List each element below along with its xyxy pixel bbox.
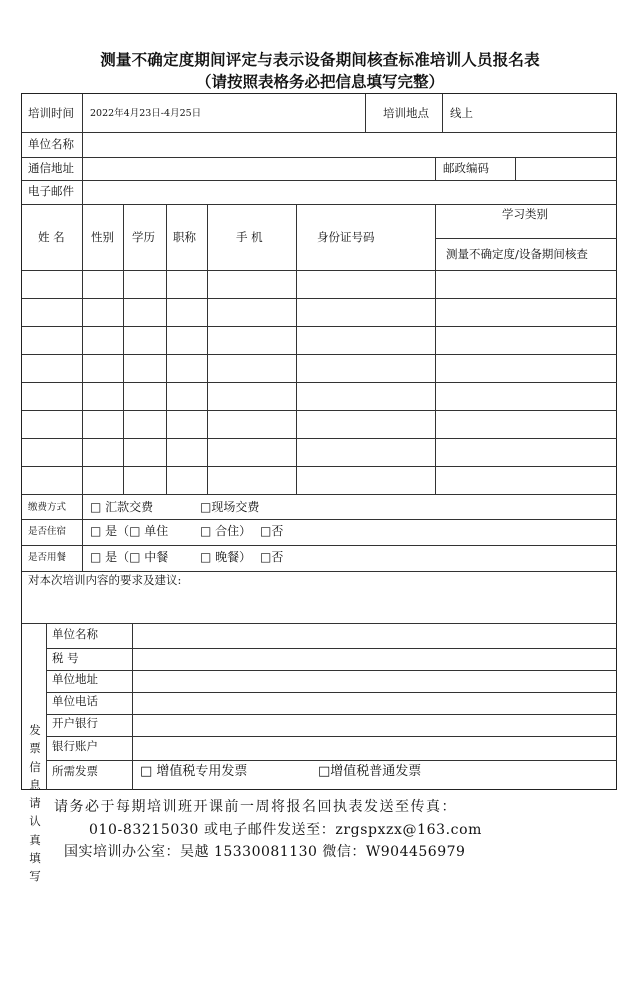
- meal-lunch-option[interactable]: □ 是（□ 中餐: [90, 550, 169, 564]
- col-header-gender: 性别: [91, 230, 114, 244]
- training-time-label: 培训时间: [28, 106, 74, 120]
- row-divider: [22, 466, 617, 467]
- col-divider: [82, 204, 83, 494]
- postcode-label: 邮政编码: [443, 161, 489, 175]
- invoice-bank-label: 开户银行: [52, 716, 98, 730]
- col-header-name: 姓 名: [38, 230, 65, 244]
- col-divider: [365, 94, 366, 132]
- col-header-education: 学历: [132, 230, 155, 244]
- col-divider: [82, 494, 83, 571]
- suggestion-prompt: 对本次培训内容的要求及建议:: [28, 573, 182, 587]
- col-header-study-category: 学习类别: [502, 207, 548, 221]
- col-divider: [46, 623, 47, 790]
- col-header-study-option: 测量不确定度/设备期间核查: [446, 247, 588, 261]
- col-divider: [123, 204, 124, 494]
- company-label: 单位名称: [28, 137, 74, 151]
- col-header-id: 身份证号码: [317, 230, 375, 244]
- row-divider: [22, 204, 617, 205]
- payment-onsite-option[interactable]: □现场交费: [200, 500, 260, 514]
- meal-dinner-option[interactable]: □ 晚餐）: [200, 550, 252, 564]
- invoice-phone-label: 单位电话: [52, 694, 98, 708]
- col-divider: [515, 157, 516, 180]
- training-time-value: 2022年4月23日-4月25日: [90, 108, 202, 119]
- lodging-single-option[interactable]: □ 是（□ 单住: [90, 524, 169, 538]
- row-divider: [22, 270, 617, 271]
- row-divider: [22, 545, 617, 546]
- payment-remittance-option[interactable]: □ 汇款交费: [90, 500, 154, 514]
- col-divider: [435, 204, 436, 494]
- col-header-title: 职称: [173, 230, 196, 244]
- meal-label: 是否用餐: [28, 552, 67, 563]
- col-divider: [82, 94, 83, 204]
- invoice-address-label: 单位地址: [52, 672, 98, 686]
- invoice-normal-vat-option[interactable]: □增值税普通发票: [318, 764, 422, 779]
- row-divider: [22, 410, 617, 411]
- email-label: 电子邮件: [28, 184, 74, 198]
- form-subtitle: （请按照表格务必把信息填写完整）: [195, 73, 444, 91]
- invoice-account-label: 银行账户: [52, 739, 98, 753]
- payment-label: 缴费方式: [28, 502, 67, 513]
- invoice-company-label: 单位名称: [52, 627, 98, 641]
- invoice-tax-label: 税 号: [52, 651, 79, 665]
- row-divider: [22, 494, 617, 495]
- row-divider: [22, 157, 617, 158]
- row-divider: [22, 623, 617, 624]
- form-title: 测量不确定度期间评定与表示设备期间核查标准培训人员报名表: [100, 51, 540, 69]
- lodging-no-option[interactable]: □否: [260, 524, 284, 538]
- row-divider: [435, 238, 617, 239]
- col-divider: [442, 94, 443, 132]
- meal-no-option[interactable]: □否: [260, 550, 284, 564]
- row-divider: [22, 382, 617, 383]
- invoice-special-vat-option[interactable]: □ 增值税专用发票: [140, 764, 248, 779]
- row-divider: [22, 180, 617, 181]
- row-divider: [22, 326, 617, 327]
- address-label: 通信地址: [28, 161, 74, 175]
- footer-office-contact: 国实培训办公室：吴越 15330081130 微信：W904456979: [64, 844, 466, 860]
- row-divider: [22, 438, 617, 439]
- footer-contact-fax-email: 010-83215030 或电子邮件发送至：zrgspxzx@163.com: [89, 822, 483, 838]
- training-place-value: 线上: [450, 106, 473, 120]
- row-divider: [22, 519, 617, 520]
- row-divider: [22, 298, 617, 299]
- row-divider: [22, 354, 617, 355]
- row-divider: [22, 571, 617, 572]
- col-divider: [166, 204, 167, 494]
- invoice-side-label: 发票信息请认真填写: [29, 723, 41, 884]
- row-divider: [22, 132, 617, 133]
- col-divider: [207, 204, 208, 494]
- lodging-shared-option[interactable]: □ 合住）: [200, 524, 252, 538]
- col-divider: [296, 204, 297, 494]
- col-divider: [435, 157, 436, 180]
- footer-instruction: 请务必于每期培训班开课前一周将报名回执表发送至传真：: [54, 799, 457, 815]
- lodging-label: 是否住宿: [28, 526, 67, 537]
- col-header-phone: 手 机: [236, 230, 263, 244]
- invoice-type-label: 所需发票: [52, 764, 98, 778]
- training-place-label: 培训地点: [383, 106, 429, 120]
- col-divider: [132, 623, 133, 790]
